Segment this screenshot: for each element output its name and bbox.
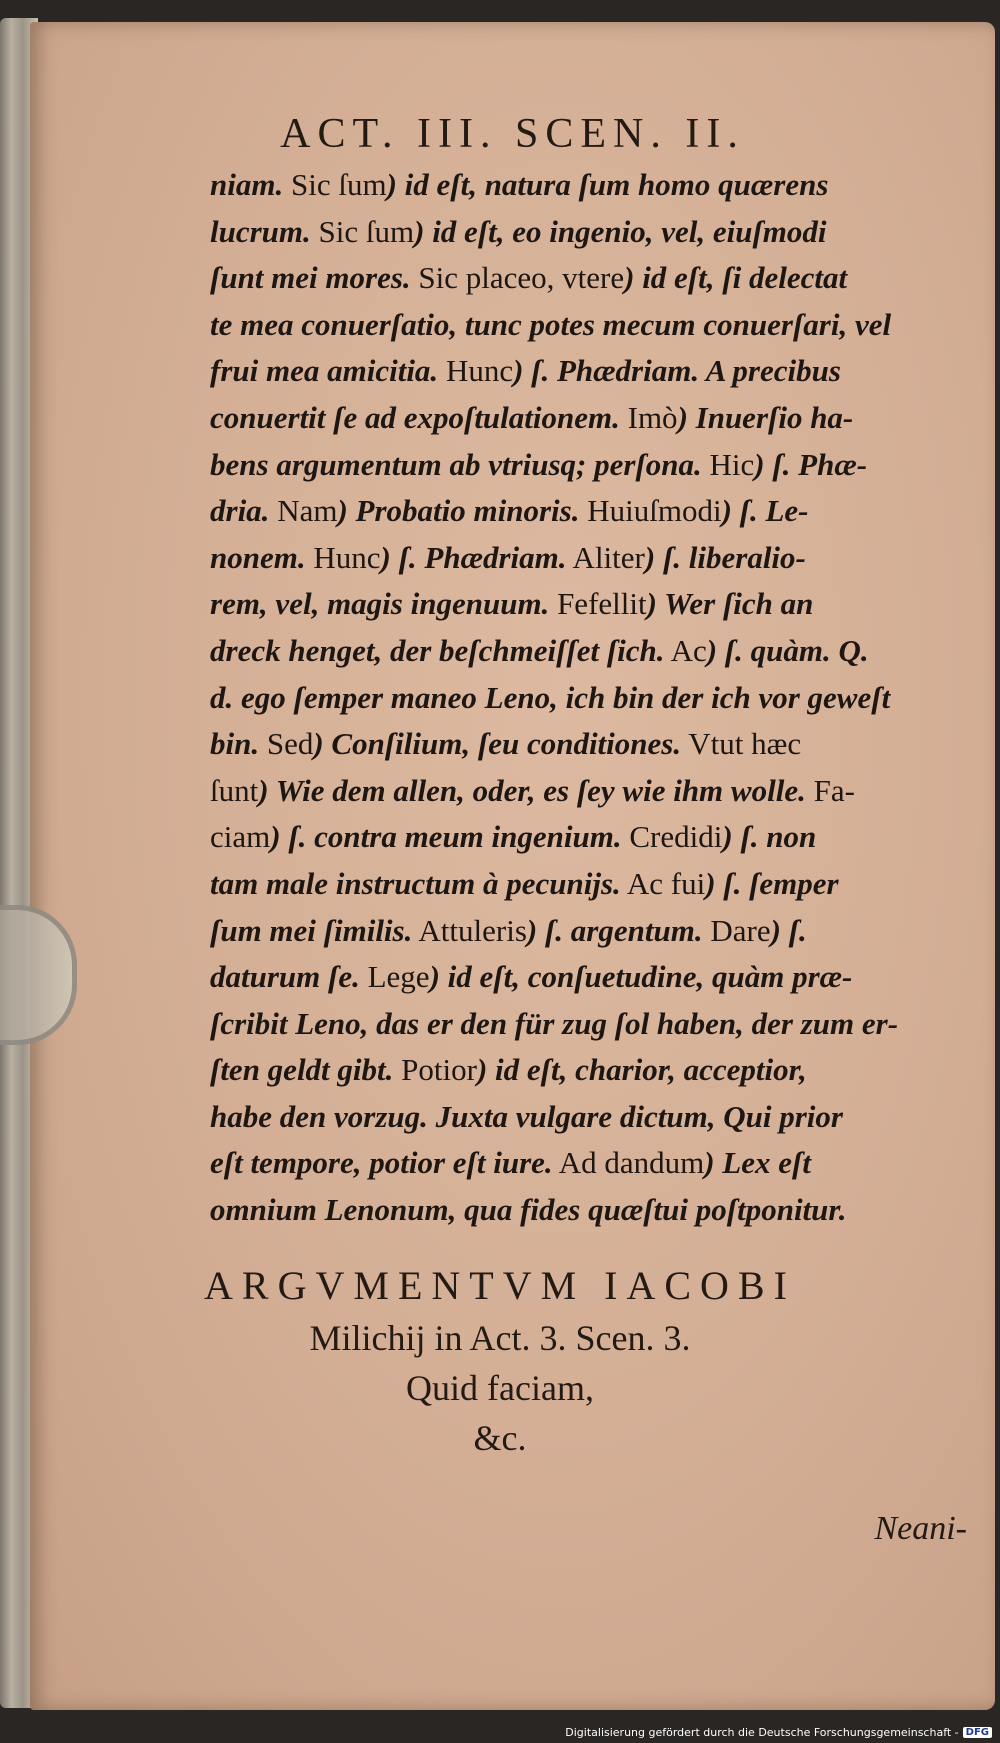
catchword: Neani- [874, 1510, 967, 1547]
argument-line-3: &c. [473, 1418, 527, 1458]
gloss-text: nonem. [210, 539, 306, 575]
gloss-text: niam. [210, 167, 284, 202]
gloss-text: ſten geldt gibt. [210, 1052, 394, 1088]
text-line [210, 442, 980, 489]
gloss-text: lucrum. [210, 213, 311, 249]
gloss-text: ) ſ. quàm. Q. [706, 632, 869, 668]
text-line [210, 395, 980, 442]
gloss-text: ) ſ. argentum. [526, 912, 703, 948]
text-line [210, 1001, 980, 1048]
text-line [210, 302, 980, 349]
gloss-text: daturum ſe. [210, 959, 360, 995]
lemma-text: Nam [269, 493, 338, 529]
gloss-text: conuertit ſe ad expoſtulationem. [210, 399, 620, 435]
dfg-logo-icon: DFG [963, 1727, 992, 1738]
text-line [210, 581, 980, 628]
gloss-text: ) id eſt, natura ſum homo quærens [386, 167, 829, 202]
text-line [210, 675, 980, 722]
gloss-text: ) Conſilium, ſeu conditiones. [313, 726, 682, 762]
text-line [210, 1140, 980, 1187]
gloss-text: ) ſ. Phæ- [754, 446, 868, 482]
gloss-text: omnium Lenonum, qua fides quæſtui poſtponitur. [210, 1192, 847, 1228]
digitization-footer [565, 1726, 992, 1739]
lemma-text: Ad dandum [552, 1145, 705, 1181]
gloss-text: tam male instructum à pecunijs. [210, 865, 621, 901]
lemma-text: ſunt [210, 772, 259, 808]
gloss-text: ) ſ. liberalio- [644, 539, 806, 575]
lemma-text: Lege [359, 959, 430, 995]
lemma-text: Credidi [621, 819, 723, 855]
gloss-text: ſum mei ſimilis. [210, 912, 413, 948]
text-line [210, 1187, 980, 1234]
gloss-text: bin. [210, 726, 260, 762]
gloss-text: rem, vel, magis ingenuum. [210, 586, 550, 622]
text-line [210, 1094, 980, 1141]
lemma-text: Potior [393, 1052, 477, 1088]
lemma-text: Sic ſum [310, 213, 415, 249]
lemma-text: Ac [664, 632, 707, 668]
text-line [210, 628, 980, 675]
gloss-text: dria. [210, 493, 270, 529]
gloss-text: ) ſ. Phædriam. [380, 539, 567, 575]
gloss-text: ) Probatio minoris. [337, 493, 580, 529]
lemma-text: Dare [702, 912, 771, 948]
gloss-text: frui mea amicitia. [210, 353, 439, 389]
lemma-text: Hunc [438, 353, 514, 389]
lemma-text: Huiuſmodi [579, 493, 722, 529]
gloss-text: ) Inuerſio ha- [677, 399, 854, 435]
gloss-text: ) id eſt, conſuetudine, quàm præ- [429, 959, 853, 995]
text-line [210, 348, 980, 395]
gloss-text: bens argumentum ab vtriusq; perſona. [210, 446, 702, 482]
gloss-text: d. ego ſemper maneo Leno, ich bin der ich vor geweſt [210, 679, 891, 715]
gloss-text: habe den vorzug. Juxta vulgare dictum, Qui prior [210, 1098, 843, 1134]
lemma-text: Imò [619, 399, 678, 435]
lemma-text: Hunc [305, 539, 381, 575]
book-page [30, 22, 995, 1710]
lemma-text: ciam [210, 819, 271, 855]
text-line [210, 535, 980, 582]
gloss-text: eſt tempore, potior eſt iure. [210, 1145, 553, 1181]
gloss-text: ) Wer ſich an [646, 586, 814, 622]
argument-line-1: Milichij in Act. 3. Scen. 3. [309, 1318, 691, 1358]
gloss-text: ſunt mei mores. [210, 260, 411, 296]
text-line [210, 209, 980, 256]
text-line [210, 908, 980, 955]
gloss-text: ſcribit Leno, das er den für zug ſol haben, der zum er- [210, 1005, 899, 1041]
footer-credit: Digitalisierung gefördert durch die Deutsche Forschungsgemeinschaft - [565, 1726, 959, 1739]
gloss-text: ) id eſt, charior, acceptior, [476, 1052, 807, 1088]
gloss-text: te mea conuerſatio, tunc potes mecum conuerſari, vel [210, 306, 892, 342]
gloss-text: ) id eſt, ſi delectat [624, 260, 848, 296]
text-line [210, 1047, 980, 1094]
text-line [210, 814, 980, 861]
gloss-text: ) ſ. non [722, 819, 817, 855]
gloss-text: ) ſ. Phædriam. A precibus [513, 353, 841, 389]
gloss-text: ) ſ. [770, 912, 807, 948]
text-line [210, 488, 980, 535]
gloss-text: ) id eſt, eo ingenio, vel, eiuſmodi [414, 213, 827, 249]
lemma-text: Fa- [805, 772, 855, 808]
gloss-text: dreck henget, der beſchmeiſſet ſich. [210, 632, 665, 668]
text-line [210, 162, 980, 209]
gloss-text: ) Lex eſt [704, 1145, 811, 1181]
text-line [210, 255, 980, 302]
lemma-text: Sed [259, 726, 314, 762]
running-head: ACT. III. SCEN. II. [280, 111, 745, 157]
lemma-text: Sic ſum [283, 167, 387, 202]
text-line [210, 954, 980, 1001]
lemma-text: Sic placeo, vtere [410, 260, 625, 296]
commentary-text [210, 162, 980, 1234]
gloss-text: ) Wie dem allen, oder, es ſey wie ihm wolle. [258, 772, 806, 808]
text-line [210, 861, 980, 908]
argument-title: ARGVMENTVM IACOBI [204, 1263, 796, 1308]
gloss-text: ) ſ. Le- [721, 493, 809, 529]
lemma-text: Fefellit [549, 586, 647, 622]
text-line [210, 768, 980, 815]
lemma-text: Hic [701, 446, 755, 482]
lemma-text: Attuleris [412, 912, 527, 948]
argument-line-2: Quid faciam, [406, 1368, 594, 1408]
lemma-text: Aliter [566, 539, 645, 575]
gloss-text: ) ſ. ſemper [705, 865, 839, 901]
gloss-text: ) ſ. contra meum ingenium. [270, 819, 622, 855]
lemma-text: Ac fui [620, 865, 706, 901]
text-line [210, 721, 980, 768]
lemma-text: Vtut hæc [681, 726, 802, 762]
